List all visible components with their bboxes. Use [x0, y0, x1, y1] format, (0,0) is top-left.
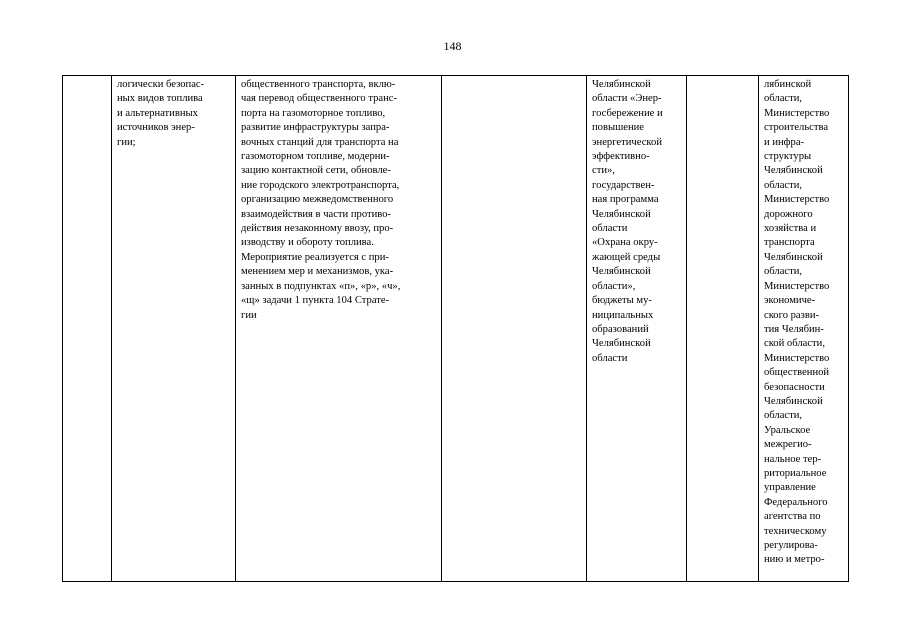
page-number: 148: [443, 39, 462, 53]
cell-measure-description: [236, 76, 442, 582]
responsible-text: лябинской области, Министерство строительства и инфра- структуры Челябинской области, Министерство дорожного хозяйства и транспорта Челябинской области, Министерство экономиче- ского разви- тия Челябин- ской области, Министерство общественной безопасности Челябинской области, Уральское межрегио- нальное тер- риториальное управление Федерального агентства по техническому регулирова- нию и метро-: [764, 79, 830, 566]
cell-number: [63, 76, 112, 582]
table-row: [63, 76, 849, 582]
cell-deadline: [687, 76, 759, 582]
measures-table: [62, 75, 849, 582]
cell-empty-column: [442, 76, 587, 582]
task-text: логически безопас- ных видов топлива и альтернативных источников энер- гии;: [117, 79, 205, 148]
measure-text: общественного транспорта, вклю- чая перевод общественного транс- порта на газомоторное топливо, развитие инфраструктуры запра- вочных станций для транспорта на газомоторном топливе, модерни- зацию контактной сети, обновле- ние городского электротранспорта, организацию межведомственного взаимодействия в части противо- действия незаконному ввозу, про- изводству и обороту топлива. Мероприятие реализуется с при- менением мер и механизмов, ука- занных в подпунктах «п», «р», «ч», «щ» задачи 1 пункта 104 Страте- гии: [241, 79, 401, 321]
cell-responsible-agencies: [759, 76, 849, 582]
funding-text: Челябинской области «Энер- госбережение и повышение энергетической эффективно- сти», государствен- ная программа Челябинской области «Охрана окру- жающей среды Челябинской области», бюджеты му- ниципальных образований Челябинской области: [592, 79, 663, 364]
cell-funding-sources: [587, 76, 687, 582]
cell-task: [112, 76, 236, 582]
